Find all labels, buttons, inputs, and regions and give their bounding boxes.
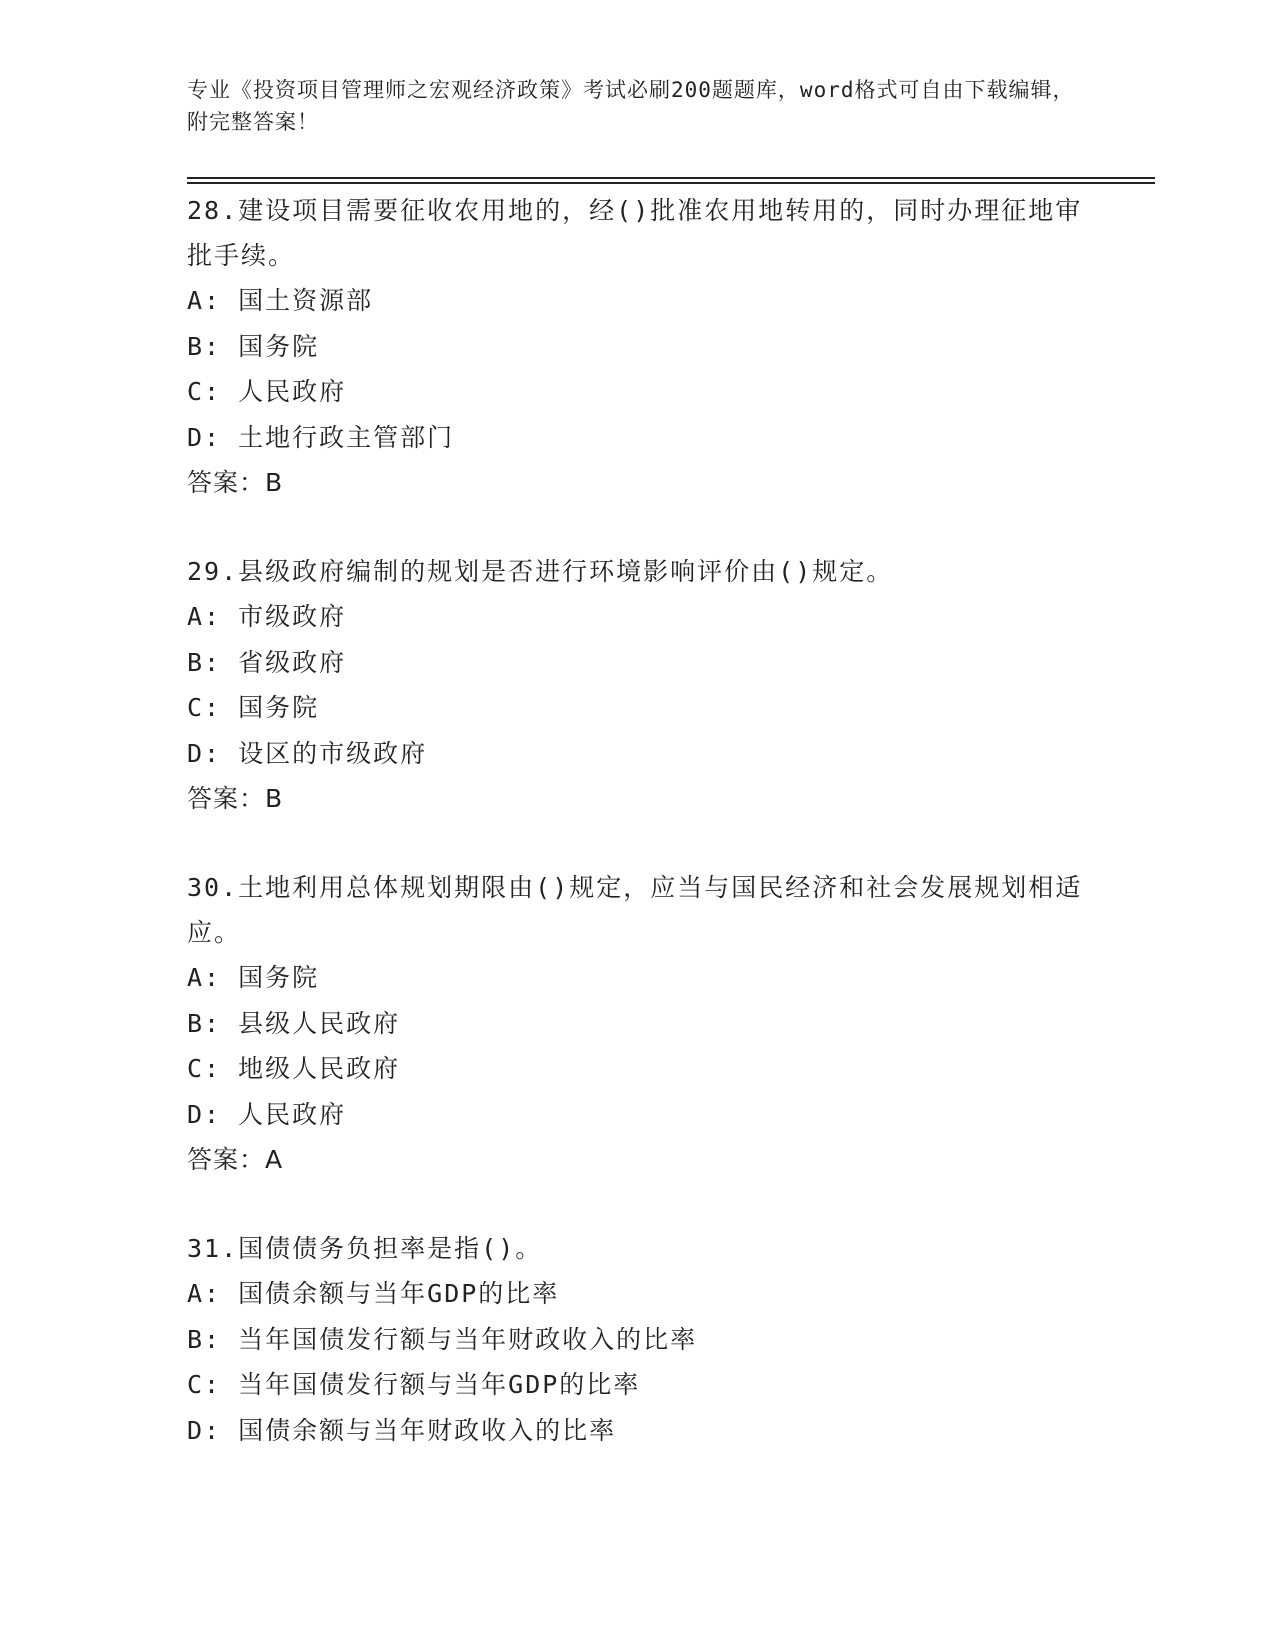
option-b: B: 当年国债发行额与当年财政收入的比率 — [187, 1324, 698, 1354]
question-title: 29.县级政府编制的规划是否进行环境影响评价由()规定。 — [187, 557, 894, 586]
option-d: D: 土地行政主管部门 — [187, 422, 455, 452]
question-30 — [187, 865, 1087, 1182]
option-c: C: 地级人民政府 — [187, 1054, 401, 1083]
option-c: C: 国务院 — [187, 693, 320, 722]
option-a: A: 市级政府 — [187, 602, 347, 631]
header-divider-bottom — [187, 182, 1155, 184]
question-28 — [187, 188, 1087, 505]
option-a: A: 国务院 — [187, 963, 320, 992]
option-d: D: 设区的市级政府 — [187, 738, 428, 768]
header-divider-top — [187, 177, 1155, 179]
option-c: C: 当年国债发行额与当年GDP的比率 — [187, 1370, 641, 1399]
question-title: 31.国债债务负担率是指()。 — [187, 1234, 543, 1263]
answer: 答案：B — [187, 468, 284, 497]
option-b: B: 省级政府 — [187, 647, 347, 677]
option-a: A: 国土资源部 — [187, 286, 374, 315]
option-c: C: 人民政府 — [187, 377, 347, 406]
question-31 — [187, 1226, 1087, 1453]
question-title: 30.土地利用总体规划期限由()规定，应当与国民经济和社会发展规划相适应。 — [187, 873, 1083, 947]
answer: 答案：A — [187, 1145, 284, 1174]
question-list — [187, 188, 1087, 1453]
answer: 答案：B — [187, 784, 284, 813]
document-header: 专业《投资项目管理师之宏观经济政策》考试必刷200题题库，word格式可自由下载编辑，附完整答案！ — [187, 78, 1075, 134]
option-b: B: 县级人民政府 — [187, 1008, 401, 1038]
question-29 — [187, 549, 1087, 821]
question-title: 28.建设项目需要征收农用地的，经()批准农用地转用的，同时办理征地审批手续。 — [187, 196, 1083, 270]
option-b: B: 国务院 — [187, 331, 320, 361]
option-d: D: 国债余额与当年财政收入的比率 — [187, 1415, 617, 1445]
option-d: D: 人民政府 — [187, 1099, 347, 1129]
option-a: A: 国债余额与当年GDP的比率 — [187, 1279, 560, 1308]
